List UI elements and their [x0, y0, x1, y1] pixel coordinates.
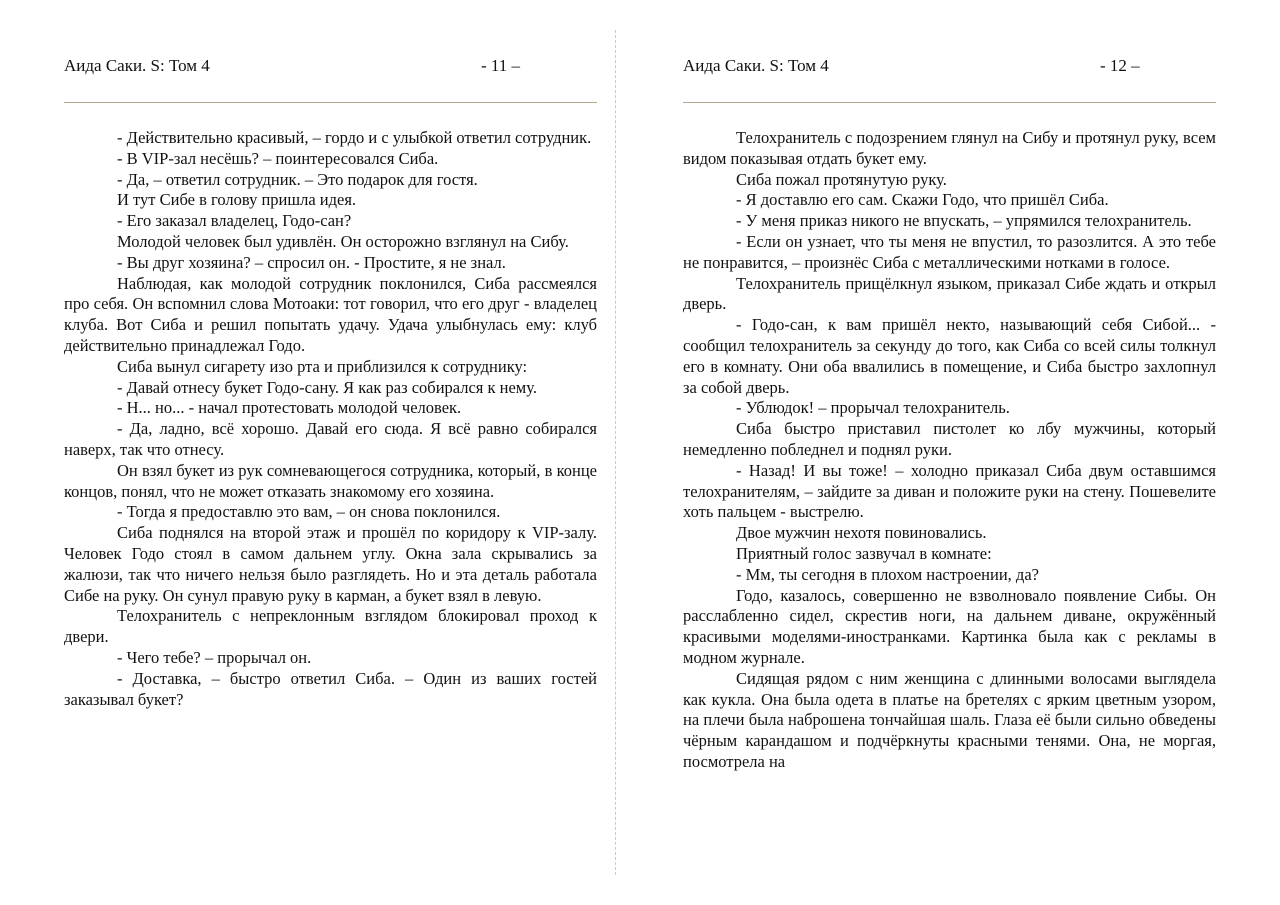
- running-header: [683, 56, 1216, 80]
- paragraph: Двое мужчин нехотя повиновались.: [736, 523, 987, 543]
- paragraph: - Н... но... - начал протестовать молодой человек.: [117, 398, 462, 418]
- paragraph: - В VIP-зал несёшь? – поинтересовался Сиба.: [117, 148, 439, 168]
- page-number: - 12 –: [1100, 56, 1140, 75]
- paragraph: - Ублюдок! – прорычал телохранитель.: [736, 398, 1010, 418]
- paragraph: - Доставка, – быстро ответил Сиба. – Один из ваших гостей заказывал букет?: [64, 668, 597, 709]
- body-text: [683, 128, 1216, 773]
- paragraph: Приятный голос зазвучал в комнате:: [736, 543, 992, 563]
- page-gutter-divider: [615, 30, 616, 875]
- paragraph: Сидящая рядом с ним женщина с длинными волосами выглядела как кукла. Она была одета в платье на бретелях с ярким цветным узором, на плечи была наброшена тончайшая шаль. Глаза её были сильно обведены чёрным карандашом и подчёркнуты красными тенями. Она, не моргая, посмотрела на: [683, 668, 1216, 771]
- paragraph: - Я доставлю его сам. Скажи Годо, что пришёл Сиба.: [736, 190, 1109, 210]
- header-title: Аида Саки. S: Том 4: [64, 56, 210, 75]
- paragraph: Сиба быстро приставил пистолет ко лбу мужчины, который немедленно побледнел и поднял руки.: [683, 419, 1216, 459]
- paragraph: Телохранитель с непреклонным взглядом блокировал проход к двери.: [64, 606, 597, 647]
- paragraph: Сиба поднялся на второй этаж и прошёл по коридору к VIP-залу. Человек Годо стоял в самом дальнем углу. Окна зала скрывались за жалюзи, так что ничего нельзя было разглядеть. Но и эта деталь работала Сибе на руку. Он сунул правую руку в карман, а букет взял в левую.: [64, 523, 597, 605]
- paragraph: - Да, ладно, всё хорошо. Давай его сюда. Я всё равно собирался наверх, так что отнесу.: [64, 419, 597, 459]
- header-title: Аида Саки. S: Том 4: [683, 56, 829, 75]
- paragraph: - Чего тебе? – прорычал он.: [117, 647, 312, 667]
- paragraph: Телохранитель с подозрением глянул на Сибу и протянул руку, всем видом показывая отдать букет ему.: [683, 128, 1216, 168]
- paragraph: - Его заказал владелец, Годо-сан?: [117, 211, 352, 231]
- left-page: [64, 0, 597, 905]
- paragraph: - Тогда я предоставлю это вам, – он снова поклонился.: [117, 502, 501, 522]
- paragraph: - У меня приказ никого не впускать, – упрямился телохранитель.: [736, 211, 1192, 231]
- paragraph: - Да, – ответил сотрудник. – Это подарок для гостя.: [117, 169, 478, 189]
- running-header: [64, 56, 597, 80]
- paragraph: - Действительно красивый, – гордо и с улыбкой ответил сотрудник.: [117, 128, 592, 147]
- paragraph: - Если он узнает, что ты меня не впустил, то разозлится. А это тебе не понравится, – произнёс Сиба с металлическими нотками в голосе.: [683, 231, 1216, 272]
- paragraph: Сиба вынул сигарету изо рта и приблизился к сотруднику:: [117, 356, 528, 376]
- paragraph: Наблюдая, как молодой сотрудник поклонился, Сиба рассмеялся про себя. Он вспомнил слова Мотоаки: тот говорил, что его друг - владелец клуба. Вот Сиба и решил попытать удачу. Удача улыбнулась ему: клуб действительно принадлежал Годо.: [64, 273, 597, 355]
- paragraph: Молодой человек был удивлён. Он осторожно взглянул на Сибу.: [117, 231, 569, 251]
- header-rule: [683, 102, 1216, 103]
- paragraph: - Мм, ты сегодня в плохом настроении, да?: [736, 564, 1039, 584]
- paragraph: Он взял букет из рук сомневающегося сотрудника, который, в конце концов, понял, что не может отказать знакомому его хозяина.: [64, 460, 597, 501]
- paragraph: Годо, казалось, совершенно не взволновало появление Сибы. Он расслабленно сидел, скрестив ноги, на дальнем диване, окружённый красивыми моделями-иностранками. Картинка была как с рекламы в модном журнале.: [683, 585, 1216, 667]
- paragraph: - Годо-сан, к вам пришёл некто, называющий себя Сибой... - сообщил телохранитель за секунду до того, как Сиба со всей силы толкнул его в комнату. Они оба ввалились в помещение, и Сиба быстро захлопнул за собой дверь.: [683, 315, 1216, 397]
- header-rule: [64, 102, 597, 103]
- page-number: - 11 –: [481, 56, 521, 75]
- paragraph: - Давай отнесу букет Годо-сану. Я как раз собирался к нему.: [117, 377, 537, 397]
- paragraph: И тут Сибе в голову пришла идея.: [117, 190, 357, 210]
- paragraph: - Назад! И вы тоже! – холодно приказал Сиба двум оставшимся телохранителям, – зайдите за диван и положите руки на стену. Пошевелите хоть пальцем - выстрелю.: [683, 460, 1216, 522]
- paragraph: - Вы друг хозяина? – спросил он. - Простите, я не знал.: [117, 252, 506, 272]
- paragraph: Телохранитель прищёлкнул языком, приказал Сибе ждать и открыл дверь.: [683, 273, 1216, 314]
- paragraph: Сиба пожал протянутую руку.: [736, 169, 947, 189]
- body-text: [64, 128, 597, 710]
- right-page: [683, 0, 1216, 905]
